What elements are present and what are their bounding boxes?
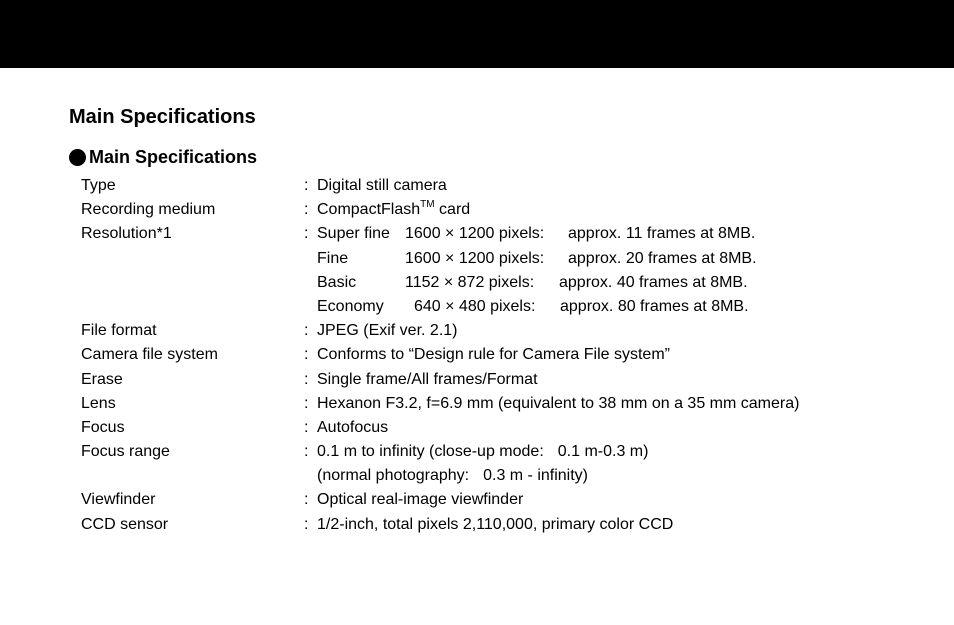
- resolution-note: approx. 40 frames at 8MB.: [559, 273, 748, 291]
- spec-row-camera-file-system: [81, 343, 881, 367]
- spec-value: Conforms to “Design rule for Camera File system”: [317, 346, 670, 364]
- spec-separator: :: [304, 515, 309, 533]
- spec-value: Hexanon F3.2, f=6.9 mm (equivalent to 38 mm on a 35 mm camera): [317, 394, 800, 412]
- spec-value-suffix: card: [434, 201, 471, 219]
- resolution-note: approx. 80 frames at 8MB.: [560, 297, 749, 315]
- focus-range-normal: 0.3 m - infinity): [483, 467, 589, 485]
- spec-row-lens: [81, 392, 881, 416]
- resolution-mode: Basic: [317, 273, 357, 291]
- spec-separator: :: [304, 418, 309, 436]
- spec-value: Digital still camera: [317, 177, 447, 194]
- page-title: Main Specifications: [69, 106, 256, 128]
- spec-value-main: CompactFlash: [317, 201, 421, 219]
- section-heading-text: Main Specifications: [89, 147, 258, 167]
- section-heading: [69, 145, 257, 169]
- spec-row-ccd-sensor: [81, 513, 881, 537]
- bullet-icon: [69, 149, 86, 166]
- resolution-size: 1600 × 1200 pixels:: [405, 225, 545, 243]
- spec-separator: :: [304, 177, 309, 194]
- trademark-superscript: TM: [420, 199, 435, 211]
- resolution-size: 640 × 480 pixels:: [414, 297, 536, 315]
- resolution-note: approx. 11 frames at 8MB.: [568, 225, 756, 243]
- spec-row-resolution-economy: [81, 295, 881, 319]
- resolution-size: 1600 × 1200 pixels:: [405, 249, 545, 267]
- spec-separator: :: [304, 201, 309, 219]
- spec-value: [317, 464, 588, 488]
- spec-label: Focus range: [81, 443, 170, 461]
- spec-row-focus-range-normal: [81, 464, 881, 488]
- spec-label: Lens: [81, 394, 116, 412]
- spec-separator: :: [304, 346, 309, 364]
- spec-separator: :: [304, 225, 309, 243]
- spec-row-resolution: [81, 222, 881, 246]
- header-bar: [0, 0, 954, 68]
- spec-value: Autofocus: [317, 418, 389, 436]
- spec-separator: :: [304, 443, 309, 461]
- spec-value: [317, 198, 470, 222]
- spec-row-resolution-basic: [81, 271, 881, 295]
- spec-separator: :: [304, 322, 309, 340]
- focus-range-text: (normal photography:: [317, 467, 470, 485]
- spec-label: File format: [81, 322, 157, 340]
- spec-row-file-format: [81, 319, 881, 343]
- spec-label: Resolution*1: [81, 225, 172, 243]
- spec-value: [317, 440, 648, 464]
- spec-label: CCD sensor: [81, 515, 169, 533]
- spec-table: [81, 174, 881, 537]
- resolution-size: 1152 × 872 pixels:: [405, 273, 535, 291]
- spec-separator: :: [304, 370, 309, 388]
- spec-row-focus-range: [81, 440, 881, 464]
- spec-label: Viewfinder: [81, 491, 156, 509]
- spec-separator: :: [304, 491, 309, 509]
- spec-separator: :: [304, 394, 309, 412]
- resolution-mode: Fine: [317, 249, 349, 267]
- spec-value: JPEG (Exif ver. 2.1): [317, 322, 458, 340]
- spec-row-erase: [81, 368, 881, 392]
- spec-label: Focus: [81, 418, 125, 436]
- spec-row-recording-medium: [81, 198, 881, 222]
- focus-range-text: 0.1 m to infinity (close-up mode:: [317, 443, 544, 461]
- spec-label: Recording medium: [81, 201, 216, 219]
- spec-row-focus: [81, 416, 881, 440]
- focus-range-closeup: 0.1 m-0.3 m): [557, 443, 649, 461]
- resolution-mode: Super fine: [317, 225, 390, 243]
- spec-label: Erase: [81, 370, 123, 388]
- resolution-mode: Economy: [317, 297, 384, 315]
- spec-row-resolution-fine: [81, 247, 881, 271]
- spec-label: Camera file system: [81, 346, 218, 364]
- spec-value: Optical real-image viewfinder: [317, 491, 524, 509]
- spec-row-viewfinder: [81, 488, 881, 512]
- spec-label: Type: [81, 177, 116, 194]
- spec-value: Single frame/All frames/Format: [317, 370, 538, 388]
- spec-value: 1/2-inch, total pixels 2,110,000, primary color CCD: [317, 515, 674, 533]
- resolution-note: approx. 20 frames at 8MB.: [568, 249, 757, 267]
- spec-row-type: [81, 174, 881, 198]
